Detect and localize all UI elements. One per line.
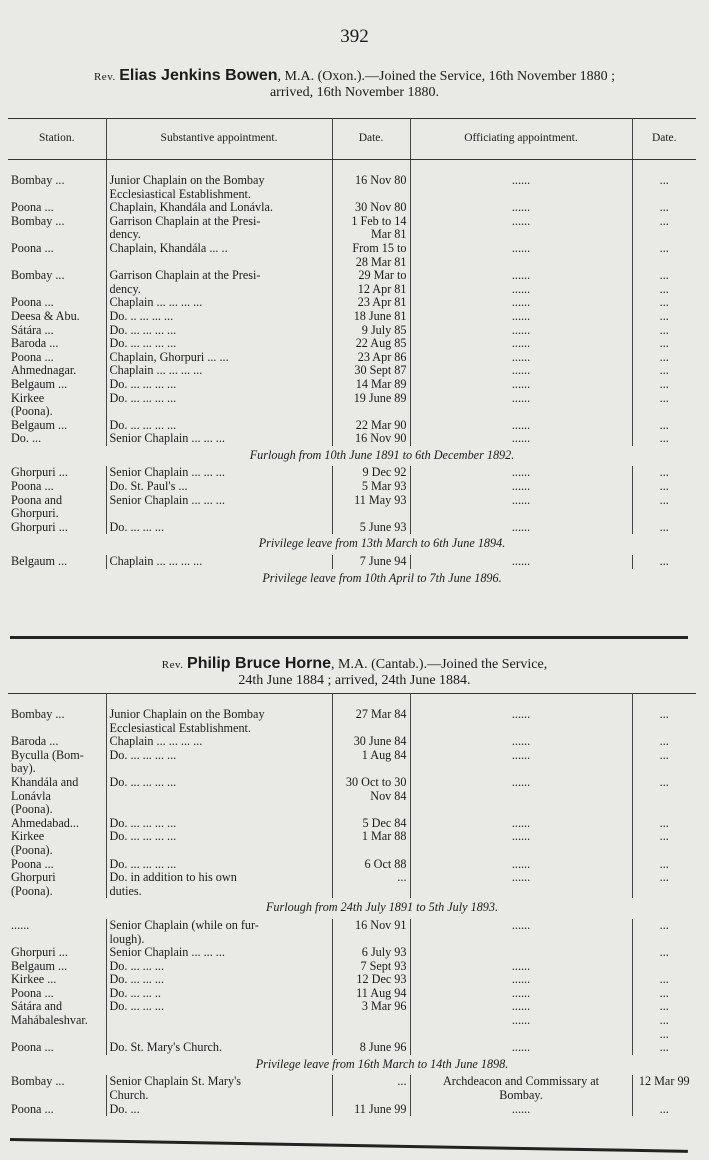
table-row [8, 466, 696, 480]
station-cell: Poona ... [8, 480, 106, 494]
date-cell: 16 Nov 90 [332, 432, 410, 446]
substantive-appointment-cell: Do. St. Mary's Church. [106, 1041, 332, 1055]
officiating-appointment-cell: ...... [410, 960, 632, 974]
table-row [8, 871, 696, 898]
officiating-date-cell: ... ... ... [659, 999, 669, 1041]
date-cell: 27 Mar 84 [332, 708, 410, 735]
station-cell: Baroda ... [8, 337, 106, 351]
substantive-appointment-cell: Do. in addition to his own duties. [106, 871, 332, 898]
officiating-date-cell: ... [659, 492, 669, 507]
station-cell: Poona ... [8, 1103, 106, 1117]
station-cell: Bombay ... [8, 174, 106, 201]
table-row [8, 1075, 696, 1102]
leave-note: Furlough from 24th July 1891 to 5th July 1893. [265, 900, 499, 915]
station-cell: Kirkee ... [8, 973, 106, 987]
substantive-appointment-cell: Do. ... [106, 1103, 332, 1117]
officiating-date-cell: ... [659, 972, 669, 987]
officiating-appointment-cell: ...... [410, 337, 632, 351]
date-cell: 6 July 93 [332, 946, 410, 960]
leave-note-row [8, 569, 696, 590]
officiating-appointment-cell: ...... [410, 174, 632, 201]
station-cell: Belgaum ... [8, 555, 106, 569]
date-cell: 30 Nov 80 [332, 201, 410, 215]
officiating-date-cell: ... [659, 1101, 669, 1116]
station-cell: Baroda ... [8, 735, 106, 749]
table-row [8, 946, 696, 960]
substantive-appointment-cell: Do. ... ... ... ... [106, 378, 332, 392]
rev-label: Rev. [93, 71, 116, 83]
date-cell: 23 Apr 86 [332, 351, 410, 365]
station-cell: Kirkee (Poona). [8, 392, 106, 419]
date-cell: 23 Apr 81 [332, 296, 410, 310]
leave-note: Privilege leave from 13th March to 6th June 1894. [258, 536, 506, 551]
station-cell: Bombay ... [8, 215, 106, 242]
table-row [8, 1041, 696, 1055]
person-name: Elias Jenkins Bowen [119, 67, 278, 84]
station-cell: Khandála and Lonávla (Poona). [8, 776, 106, 817]
substantive-appointment-cell: Do. ... ... ... [106, 960, 332, 974]
station-cell: Byculla (Bom- bay). [8, 749, 106, 776]
officiating-date-cell: ... [659, 774, 669, 789]
officiating-date-cell: ... [659, 322, 669, 337]
officiating-date-cell: ... [659, 376, 669, 391]
date-cell: ... [332, 1075, 410, 1102]
service-table-1 [8, 118, 696, 589]
officiating-date-cell: ... [659, 213, 669, 228]
date-cell: 22 Mar 90 [332, 419, 410, 433]
service-table-2 [8, 693, 696, 1116]
table-row [8, 776, 696, 817]
date-cell: 18 June 81 [332, 310, 410, 324]
date-cell: 7 Sept 93 [332, 960, 410, 974]
leave-note-row [8, 446, 696, 467]
table-row [8, 432, 696, 446]
officiating-appointment-cell: ...... [410, 830, 632, 857]
station-cell: Poona and Ghorpuri. [8, 494, 106, 521]
officiating-date-cell: ... [659, 734, 669, 749]
officiating-appointment-cell [410, 946, 632, 960]
table-row [8, 735, 696, 749]
officiating-appointment-cell: ...... [410, 466, 632, 480]
table-row [8, 480, 696, 494]
officiating-appointment-cell: ...... [410, 364, 632, 378]
substantive-appointment-cell: Senior Chaplain ... ... ... [106, 946, 332, 960]
table-row [8, 1103, 696, 1117]
officiating-appointment-cell: ...... [410, 973, 632, 987]
station-cell: Belgaum ... [8, 960, 106, 974]
station-cell: Poona ... [8, 296, 106, 310]
officiating-date-cell: ... [659, 173, 669, 187]
officiating-date-cell: ... [659, 870, 669, 885]
date-cell: 1 Feb to 14 Mar 81 [332, 215, 410, 242]
leave-note: Privilege leave from 10th April to 7th June 1896. [262, 570, 502, 585]
date-cell: 7 June 94 [332, 555, 410, 569]
officiating-appointment-cell: ...... [410, 296, 632, 310]
section-divider [10, 636, 688, 639]
officiating-appointment-cell: ...... [410, 201, 632, 215]
officiating-appointment-cell: ...... [410, 735, 632, 749]
substantive-appointment-cell: Senior Chaplain ... ... ... [106, 466, 332, 480]
person-name: Philip Bruce Horne [187, 655, 332, 672]
officiating-appointment-cell: ...... [410, 432, 632, 446]
date-cell: 14 Mar 89 [332, 378, 410, 392]
station-cell: Belgaum ... [8, 419, 106, 433]
officiating-appointment-cell: ...... [410, 494, 632, 521]
officiating-appointment-cell: Archdeacon and Commissary at Bombay. [410, 1075, 632, 1102]
leave-note-row [8, 534, 696, 555]
substantive-appointment-cell: Chaplain ... ... ... ... [106, 555, 332, 569]
table-row [8, 749, 696, 776]
page-number: 392 [340, 26, 369, 47]
table-row [8, 310, 696, 324]
officiating-date-cell: ... [659, 431, 669, 446]
table-row [8, 830, 696, 857]
station-cell: Ahmedabad... [8, 817, 106, 831]
station-cell: Bombay ... [8, 708, 106, 735]
date-cell: ... [332, 871, 410, 898]
station-cell: Poona ... [8, 858, 106, 872]
date-cell: 11 May 93 [332, 494, 410, 521]
table-row [8, 242, 696, 269]
table-row [8, 419, 696, 433]
station-cell: Ghorpuri ... [8, 946, 106, 960]
officiating-appointment-cell: ...... [410, 378, 632, 392]
bottom-rule [10, 1138, 688, 1153]
table-row [8, 174, 696, 201]
station-cell: Sátára ... [8, 324, 106, 338]
officiating-date-cell: ... [659, 917, 669, 932]
officiating-date-cell: ... [659, 554, 669, 569]
table-row [8, 708, 696, 735]
leave-note-row [8, 1055, 696, 1076]
officiating-appointment-cell: ...... [410, 776, 632, 817]
substantive-appointment-cell: Chaplain, Khandála and Lonávla. [106, 201, 332, 215]
date-cell: 5 Mar 93 [332, 480, 410, 494]
table-row [8, 494, 696, 521]
date-cell: 1 Aug 84 [332, 749, 410, 776]
table-row [8, 1000, 696, 1041]
leave-note-row [8, 898, 696, 919]
officiating-date-cell: ... [659, 308, 669, 323]
station-cell: Deesa & Abu. [8, 310, 106, 324]
substantive-appointment-cell: Chaplain ... ... ... ... [106, 296, 332, 310]
officiating-date-cell: ... [659, 815, 669, 830]
table-row [8, 392, 696, 419]
substantive-appointment-cell: Senior Chaplain (while on fur- lough). [106, 919, 332, 946]
substantive-appointment-cell: Do. ... ... ... ... [106, 337, 332, 351]
officiating-appointment-cell: ...... [410, 555, 632, 569]
substantive-appointment-cell: Do. ... ... ... [106, 973, 332, 987]
officiating-appointment-cell: ...... [410, 324, 632, 338]
rev-label: Rev. [161, 659, 184, 671]
officiating-appointment-cell: ...... [410, 858, 632, 872]
officiating-date-cell: ... [659, 945, 669, 960]
heading-detail: , M.A. (Oxon.).—Joined the Service, 16th November 1880 ; [277, 69, 616, 84]
leave-note: Furlough from 10th June 1891 to 6th December 1892. [249, 447, 515, 462]
substantive-appointment-cell: Do. ... ... ... ... [106, 817, 332, 831]
leave-note: Privilege leave from 16th March to 14th June 1898. [255, 1056, 509, 1071]
station-cell: Bombay ... [8, 269, 106, 296]
substantive-appointment-cell: Junior Chaplain on the Bombay Ecclesiastical Establishment. [106, 174, 332, 201]
station-cell: Poona ... [8, 987, 106, 1001]
heading-detail: , M.A. (Cantab.).—Joined the Service, [331, 657, 548, 672]
officiating-appointment-cell: ...... [410, 987, 632, 1001]
officiating-date-cell: ... ... [659, 268, 669, 296]
substantive-appointment-cell: Garrison Chaplain at the Presi- dency. [106, 269, 332, 296]
date-cell: 30 Oct to 30 Nov 84 [332, 776, 410, 817]
officiating-appointment-cell: ...... [410, 310, 632, 324]
col-officiating: Officiating appointment. [410, 119, 632, 160]
officiating-date-cell: ... [659, 985, 669, 1000]
table-row [8, 987, 696, 1001]
entry-heading-2 [0, 656, 709, 689]
officiating-date-cell: ... [659, 519, 669, 534]
officiating-date-cell: ... [659, 829, 669, 844]
officiating-appointment-cell: ...... [410, 1041, 632, 1055]
substantive-appointment-cell: Senior Chaplain ... ... ... [106, 432, 332, 446]
table-row [8, 201, 696, 215]
col-substantive: Substantive appointment. [106, 119, 332, 160]
officiating-appointment-cell: ...... [410, 919, 632, 946]
substantive-appointment-cell: Do. ... ... ... ... [106, 749, 332, 776]
officiating-date-cell: ... [659, 479, 669, 494]
station-cell: Ghorpuri (Poona). [8, 871, 106, 898]
substantive-appointment-cell: Do. ... ... ... ... [106, 324, 332, 338]
officiating-appointment-cell: ...... [410, 351, 632, 365]
officiating-date-cell: 12 Mar 99 [638, 1074, 690, 1089]
heading-line2: arrived, 16th November 1880. [269, 85, 440, 100]
station-cell: ...... [8, 919, 106, 946]
table-row [8, 555, 696, 569]
officiating-date-cell: ... [659, 363, 669, 378]
table-row [8, 817, 696, 831]
officiating-date-cell: ... [659, 295, 669, 310]
date-cell: 29 Mar to 12 Apr 81 [332, 269, 410, 296]
heading-line2: 24th June 1884 ; arrived, 24th June 1884. [238, 673, 471, 688]
officiating-date-cell: ... [659, 417, 669, 432]
table-row [8, 324, 696, 338]
date-cell: 9 July 85 [332, 324, 410, 338]
date-cell: From 15 to 28 Mar 81 [332, 242, 410, 269]
substantive-appointment-cell: Do. ... ... ... ... [106, 419, 332, 433]
date-cell: 11 Aug 94 [332, 987, 410, 1001]
officiating-date-cell: ... [659, 856, 669, 871]
substantive-appointment-cell: Do. ... ... ... [106, 521, 332, 535]
table-row [8, 960, 696, 974]
station-cell: Kirkee (Poona). [8, 830, 106, 857]
table-row [8, 378, 696, 392]
officiating-date-cell: ... [659, 349, 669, 364]
table-row [8, 973, 696, 987]
officiating-appointment-cell: ...... [410, 817, 632, 831]
station-cell: Ghorpuri ... [8, 466, 106, 480]
station-cell: Ghorpuri ... [8, 521, 106, 535]
station-cell: Poona ... [8, 201, 106, 215]
col-officiating-date: Date. [632, 119, 696, 160]
table-row [8, 919, 696, 946]
substantive-appointment-cell: Do. ... ... ... ... [106, 392, 332, 419]
station-cell: Poona ... [8, 1041, 106, 1055]
substantive-appointment-cell: Senior Chaplain ... ... ... [106, 494, 332, 521]
table-row [8, 364, 696, 378]
substantive-appointment-cell: Chaplain ... ... ... ... [106, 735, 332, 749]
station-cell: Sátára and Mahábaleshvar. [8, 1000, 106, 1041]
officiating-appointment-cell: ...... [410, 392, 632, 419]
officiating-appointment-cell: ...... [410, 242, 632, 269]
date-cell: 1 Mar 88 [332, 830, 410, 857]
officiating-date-cell: ... [659, 390, 669, 405]
date-cell: 9 Dec 92 [332, 466, 410, 480]
table-row [8, 296, 696, 310]
officiating-date-cell: ... [659, 707, 669, 721]
officiating-date-cell: ... [659, 465, 669, 480]
substantive-appointment-cell: Chaplain, Ghorpuri ... ... [106, 351, 332, 365]
date-cell: 30 Sept 87 [332, 364, 410, 378]
officiating-date-cell [632, 960, 696, 974]
officiating-appointment-cell: ...... [410, 480, 632, 494]
substantive-appointment-cell: Do. ... ... .. [106, 987, 332, 1001]
substantive-appointment-cell: Garrison Chaplain at the Presi- dency. [106, 215, 332, 242]
date-cell: 30 June 84 [332, 735, 410, 749]
station-cell: Belgaum ... [8, 378, 106, 392]
officiating-date-cell: ... [659, 336, 669, 351]
officiating-appointment-cell: ...... ...... [410, 269, 632, 296]
date-cell: 19 June 89 [332, 392, 410, 419]
officiating-appointment-cell: ...... [410, 749, 632, 776]
col-station: Station. [8, 119, 106, 160]
date-cell: 8 June 96 [332, 1041, 410, 1055]
station-cell: Do. ... [8, 432, 106, 446]
substantive-appointment-cell: Do. ... ... ... [106, 1000, 332, 1041]
officiating-date-cell: ... [659, 200, 669, 215]
substantive-appointment-cell: Do. ... ... ... ... [106, 776, 332, 817]
officiating-date-cell: ... [659, 747, 669, 762]
table-row [8, 351, 696, 365]
substantive-appointment-cell: Do. .. ... ... ... [106, 310, 332, 324]
table-row [8, 269, 696, 296]
date-cell: 12 Dec 93 [332, 973, 410, 987]
station-cell: Poona ... [8, 242, 106, 269]
substantive-appointment-cell: Chaplain ... ... ... ... [106, 364, 332, 378]
station-cell: Ahmednagar. [8, 364, 106, 378]
officiating-date-cell: ... [659, 1040, 669, 1055]
date-cell: 16 Nov 91 [332, 919, 410, 946]
table-row [8, 521, 696, 535]
col-date: Date. [332, 119, 410, 160]
station-cell: Poona ... [8, 351, 106, 365]
officiating-appointment-cell: ...... [410, 871, 632, 898]
date-cell: 5 June 93 [332, 521, 410, 535]
date-cell: 6 Oct 88 [332, 858, 410, 872]
officiating-date-cell: ... [659, 240, 669, 255]
substantive-appointment-cell: Do. ... ... ... ... [106, 830, 332, 857]
table-row [8, 858, 696, 872]
officiating-appointment-cell: ...... [410, 215, 632, 242]
date-cell: 3 Mar 96 [332, 1000, 410, 1041]
entry-heading-1 [0, 68, 709, 101]
substantive-appointment-cell: Do. St. Paul's ... [106, 480, 332, 494]
date-cell: 22 Aug 85 [332, 337, 410, 351]
officiating-appointment-cell: ...... [410, 708, 632, 735]
date-cell: 5 Dec 84 [332, 817, 410, 831]
substantive-appointment-cell: Chaplain, Khandála ... .. [106, 242, 332, 269]
station-cell: Bombay ... [8, 1075, 106, 1102]
date-cell: 11 June 99 [332, 1103, 410, 1117]
date-cell: 16 Nov 80 [332, 174, 410, 201]
officiating-appointment-cell: ...... [410, 1103, 632, 1117]
table-row [8, 337, 696, 351]
officiating-appointment-cell: ...... [410, 419, 632, 433]
substantive-appointment-cell: Junior Chaplain on the Bombay Ecclesiastical Establishment. [106, 708, 332, 735]
officiating-appointment-cell: ...... [410, 521, 632, 535]
table-row [8, 215, 696, 242]
substantive-appointment-cell: Do. ... ... ... ... [106, 858, 332, 872]
officiating-appointment-cell: ...... ...... [410, 1000, 632, 1041]
substantive-appointment-cell: Senior Chaplain St. Mary's Church. [106, 1075, 332, 1102]
